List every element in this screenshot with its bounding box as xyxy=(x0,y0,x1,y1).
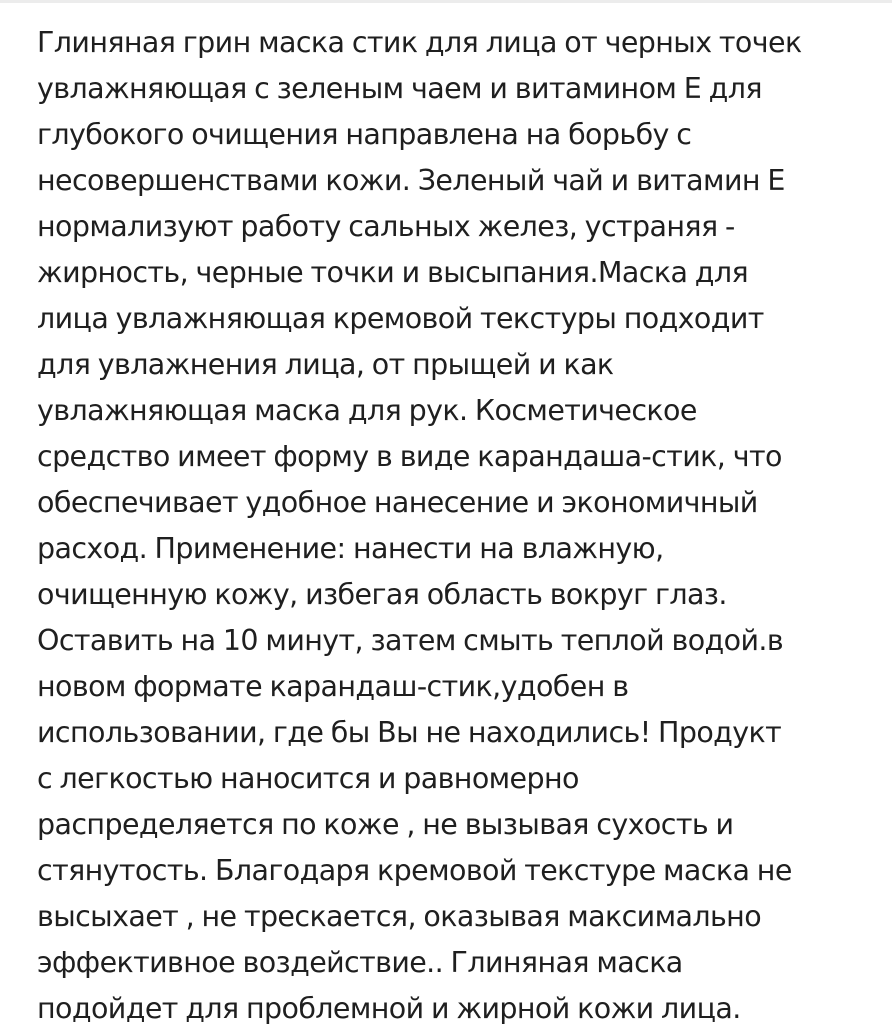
description-line: несовершенствами кожи. Зеленый чай и витамин Е xyxy=(37,164,785,197)
description-line: для увлажнения лица, от прыщей и как xyxy=(37,348,614,381)
description-line: высыхает , не трескается, оказывая максимально xyxy=(37,900,762,933)
product-description xyxy=(37,20,882,1032)
description-line: стянутость. Благодаря кремовой текстуре маска не xyxy=(37,854,792,887)
description-line: использовании, где бы Вы не находились! Продукт xyxy=(37,716,782,749)
description-line: распределяется по коже , не вызывая сухость и xyxy=(37,808,734,841)
description-line: Оставить на 10 минут, затем смыть теплой водой.в xyxy=(37,624,784,657)
description-line: очищенную кожу, избегая область вокруг глаз. xyxy=(37,578,727,611)
description-line: лица увлажняющая кремовой текстуры подходит xyxy=(37,302,764,335)
description-line: расход. Применение: нанести на влажную, xyxy=(37,532,664,565)
description-line: увлажняющая маска для рук. Косметическое xyxy=(37,394,697,427)
description-line: обеспечивает удобное нанесение и экономичный xyxy=(37,486,758,519)
description-line: эффективное воздействие.. Глиняная маска xyxy=(37,946,683,979)
description-line: новом формате карандаш-стик,удобен в xyxy=(37,670,629,703)
description-line: жирность, черные точки и высыпания.Маска для xyxy=(37,256,749,289)
description-line: с легкостью наносится и равномерно xyxy=(37,762,579,795)
top-divider xyxy=(0,0,892,3)
description-line: нормализуют работу сальных желез, устраняя - xyxy=(37,210,735,243)
description-line: средство имеет форму в виде карандаша-стик, что xyxy=(37,440,782,473)
description-line: увлажняющая с зеленым чаем и витамином Е для xyxy=(37,72,762,105)
description-line: глубокого очищения направлена на борьбу с xyxy=(37,118,692,151)
description-line: Глиняная грин маска стик для лица от черных точек xyxy=(37,26,802,59)
description-line: подойдет для проблемной и жирной кожи лица. xyxy=(37,992,741,1025)
